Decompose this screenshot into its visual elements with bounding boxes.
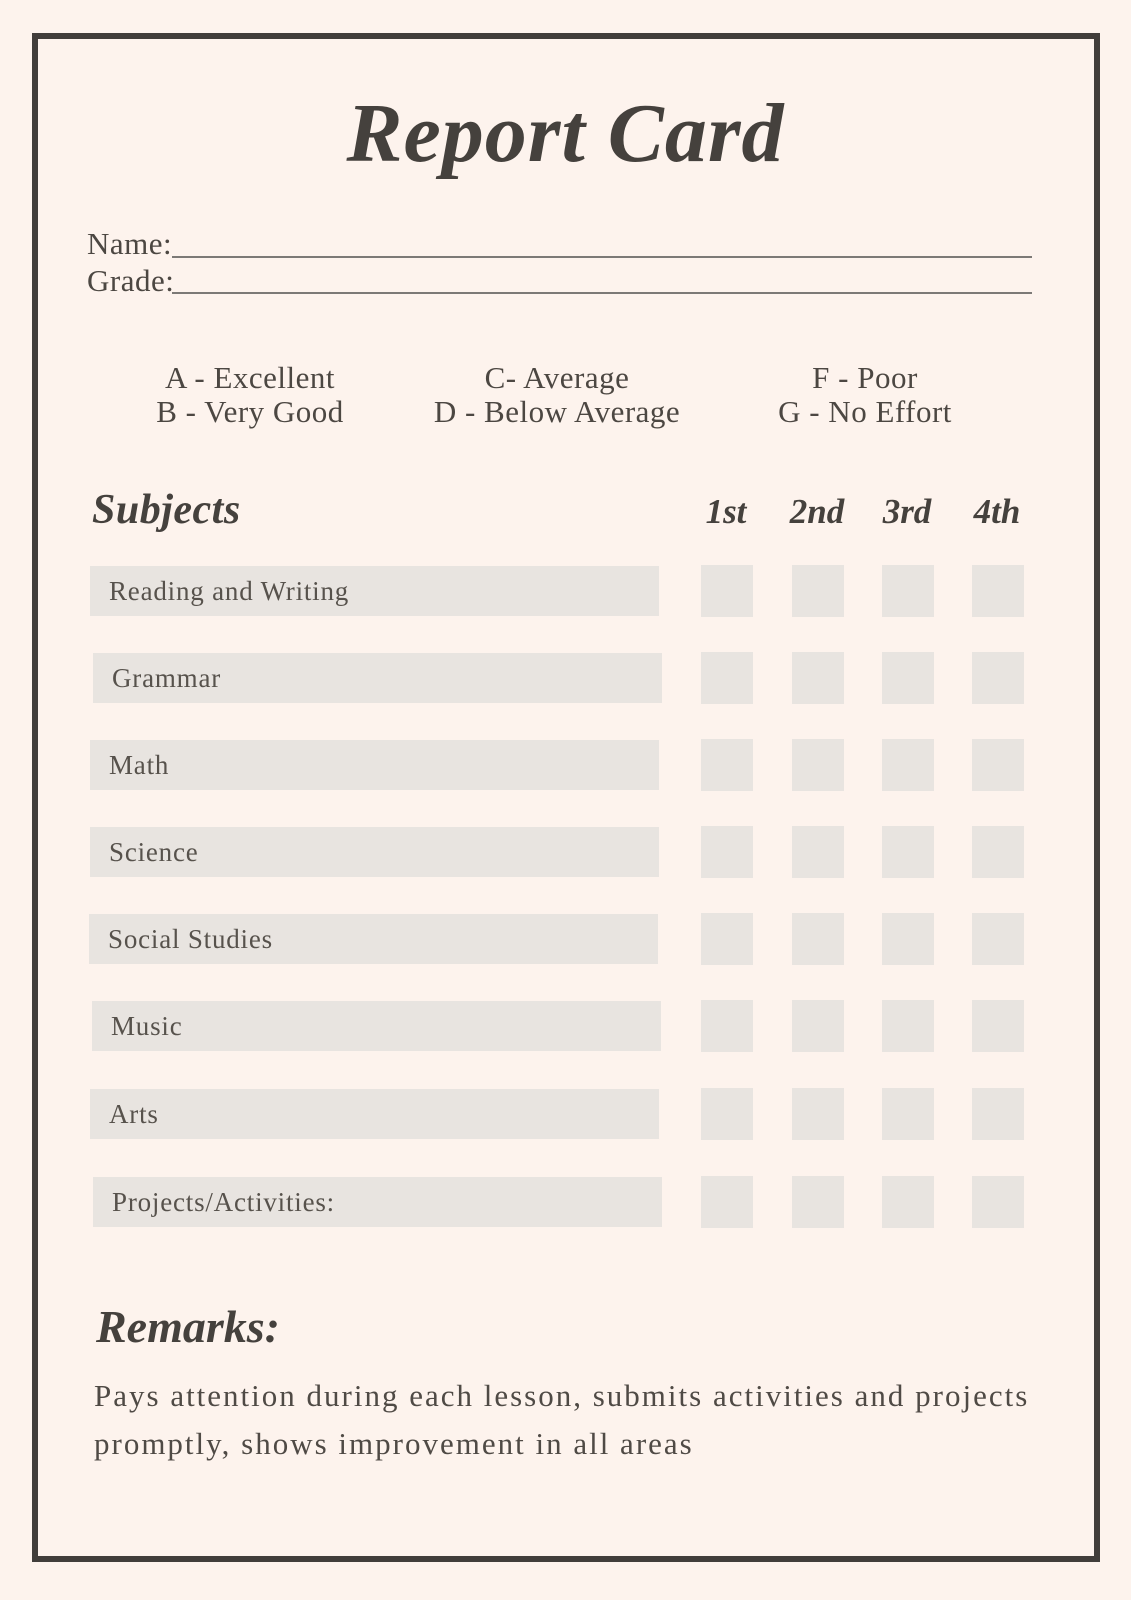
grade-cell[interactable] [882,913,934,965]
remarks-heading: Remarks: [96,1301,280,1352]
subject-label: Arts [109,1098,159,1129]
legend-item-a: A - Excellent [164,360,336,395]
name-field-line[interactable] [172,256,1032,258]
subject-label-bar [90,827,659,877]
quarter-header-3rd: 3rd [882,492,932,531]
grade-cell[interactable] [792,739,844,791]
grade-cell[interactable] [972,1088,1024,1140]
subject-row [90,827,1030,879]
subject-label: Social Studies [108,923,273,954]
grade-cell[interactable] [792,826,844,878]
subject-row [90,1089,1030,1141]
grade-cell[interactable] [701,826,753,878]
grade-cell[interactable] [972,1000,1024,1052]
name-field-label: Name: [87,226,173,261]
grade-cell[interactable] [882,739,934,791]
grade-cell[interactable] [792,565,844,617]
subject-label-bar [89,914,658,964]
grade-cell[interactable] [792,652,844,704]
subject-row [90,1001,1030,1053]
grade-cell[interactable] [882,826,934,878]
grade-cell[interactable] [701,652,753,704]
grade-cell[interactable] [701,739,753,791]
subject-row [90,914,1030,966]
legend-column-cd [402,361,712,429]
grade-cell[interactable] [972,565,1024,617]
grade-cell[interactable] [701,1000,753,1052]
subject-row [90,740,1030,792]
grade-cell[interactable] [701,1176,753,1228]
grade-cell[interactable] [701,565,753,617]
subject-label-bar [90,1089,659,1139]
subject-row [90,566,1030,618]
subject-label: Reading and Writing [109,575,350,606]
grade-cell[interactable] [972,1176,1024,1228]
grade-cell[interactable] [701,913,753,965]
legend-column-fg [740,361,990,429]
grade-cell[interactable] [882,1000,934,1052]
remarks-text: Pays attention during each lesson, submits activities and projects promptly, shows improvement in all areas [94,1378,1030,1461]
grade-field-label: Grade: [87,263,175,298]
subject-label-bar [92,1001,661,1051]
grading-legend [0,361,1131,433]
subject-label-bar [90,566,659,616]
quarter-header-1st: 1st [705,492,747,531]
legend-column-ab [125,361,375,429]
legend-item-f: F - Poor [812,360,918,395]
subject-label: Music [111,1010,183,1041]
grade-cell[interactable] [882,1088,934,1140]
grade-cell[interactable] [972,652,1024,704]
grade-cell[interactable] [792,913,844,965]
legend-item-c: C- Average [484,360,630,395]
subject-label-bar [93,1177,662,1227]
grade-cell[interactable] [972,913,1024,965]
grade-field-line[interactable] [172,292,1032,294]
subject-row [90,653,1030,705]
grade-cell[interactable] [972,739,1024,791]
quarter-header-2nd: 2nd [789,492,845,531]
grade-cell[interactable] [972,826,1024,878]
grade-cell[interactable] [792,1088,844,1140]
legend-item-b: B - Very Good [156,394,344,429]
subject-label: Grammar [112,662,222,693]
grade-cell[interactable] [701,1088,753,1140]
subject-label-bar [93,653,662,703]
legend-item-d: D - Below Average [433,394,681,429]
page-title: Report Card [346,87,785,180]
subject-label: Math [109,749,170,780]
legend-item-g: G - No Effort [778,394,952,429]
subject-label: Science [109,836,199,867]
grade-cell[interactable] [792,1176,844,1228]
grade-cell[interactable] [882,565,934,617]
subjects-heading: Subjects [92,487,241,533]
quarter-header-4th: 4th [973,492,1021,531]
grade-cell[interactable] [792,1000,844,1052]
grade-cell[interactable] [882,1176,934,1228]
subject-row [90,1177,1030,1229]
grade-cell[interactable] [882,652,934,704]
subject-label: Projects/Activities: [112,1186,335,1217]
subject-label-bar [90,740,659,790]
